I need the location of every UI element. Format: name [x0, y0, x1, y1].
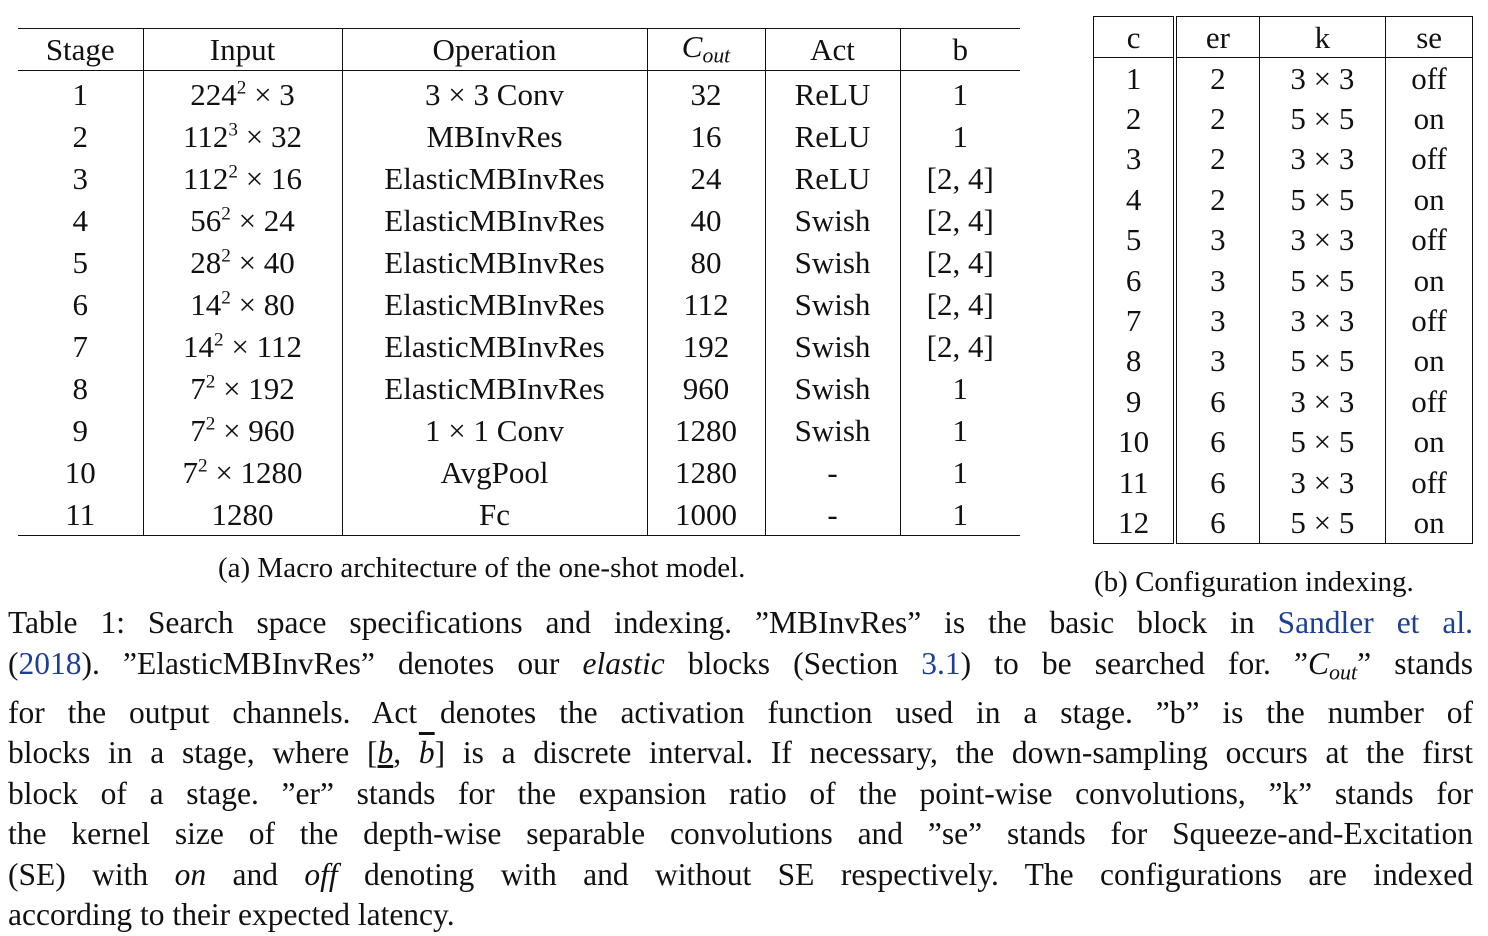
header-input: Input: [143, 29, 342, 71]
se-cell: on: [1386, 260, 1473, 300]
act-cell: ReLU: [765, 157, 900, 199]
config-index-cell: 1: [1125, 60, 1142, 96]
stage-cell: 9: [72, 412, 88, 448]
cout-cell: 24: [647, 157, 765, 199]
input-cell: 1280: [143, 493, 342, 536]
expansion-ratio-cell: 3: [1175, 300, 1259, 340]
kernel-size-cell: 3 × 3: [1259, 220, 1386, 260]
expansion-ratio-cell: 3: [1175, 220, 1259, 260]
se-cell: on: [1386, 502, 1473, 543]
stage-cell: 4: [72, 202, 88, 238]
section-link[interactable]: 3.1: [921, 645, 961, 681]
act-cell: ReLU: [765, 71, 900, 116]
stage-cell: 6: [72, 286, 88, 322]
caption-line-4: blocks in a stage, where [b, $\overline{b}$] is a discrete interval. If necessary, the down-sampling occurs at the first: [8, 735, 1474, 770]
operation-cell: Fc: [342, 493, 647, 536]
operation-cell: 3 × 3 Conv: [342, 71, 647, 116]
se-cell: off: [1386, 300, 1473, 340]
input-cell: $28^2 \times 40$: [143, 241, 342, 283]
table-row: [1094, 462, 1473, 502]
config-index-cell: 4: [1125, 181, 1142, 217]
config-index-cell: 11: [1118, 464, 1149, 500]
table-row: [18, 241, 1020, 283]
stage-cell: 10: [64, 454, 96, 490]
caption-line-2: (2018). ”ElasticMBInvRes” denotes our elastic blocks (Section 3.1) to be searched for. $”C_{out}$” stands: [8, 645, 1474, 684]
expansion-ratio-cell: 3: [1175, 341, 1259, 381]
operation-cell: ElasticMBInvRes: [342, 199, 647, 241]
act-cell: Swish: [765, 409, 900, 451]
act-cell: ReLU: [765, 115, 900, 157]
se-cell: on: [1386, 341, 1473, 381]
input-cell: $7^2 \times 192$: [143, 367, 342, 409]
operation-cell: ElasticMBInvRes: [342, 241, 647, 283]
se-cell: off: [1386, 58, 1473, 99]
b-cell: [2, 4]: [900, 241, 1020, 283]
table-row: [1094, 58, 1473, 99]
kernel-size-cell: 5 × 5: [1259, 98, 1386, 138]
configuration-index-table: [1093, 16, 1473, 544]
cout-cell: 32: [647, 71, 765, 116]
table-row: [1094, 341, 1473, 381]
b-cell: [2, 4]: [900, 325, 1020, 367]
table-row: [18, 199, 1020, 241]
cout-cell: 1000: [647, 493, 765, 536]
caption-line-7: (SE) with on and off denoting with and without SE respectively. The configurations are indexed: [8, 856, 1474, 892]
table-row: [1094, 179, 1473, 219]
header-act: Act: [765, 29, 900, 71]
kernel-size-cell: 5 × 5: [1259, 502, 1386, 543]
table-row: [1094, 422, 1473, 462]
header-operation: Operation: [342, 29, 647, 71]
se-cell: off: [1386, 139, 1473, 179]
table-caption: [8, 603, 1473, 936]
config-index-cell: 8: [1125, 343, 1142, 379]
table-a-caption: (a) Macro architecture of the one-shot model.: [218, 552, 746, 584]
macro-architecture-table: [18, 28, 1020, 536]
expansion-ratio-cell: 6: [1175, 381, 1259, 421]
b-cell: 1: [900, 451, 1020, 493]
b-cell: 1: [900, 367, 1020, 409]
table-row: [1094, 502, 1473, 543]
kernel-size-cell: 3 × 3: [1259, 381, 1386, 421]
operation-cell: ElasticMBInvRes: [342, 157, 647, 199]
config-index-cell: 9: [1125, 383, 1142, 419]
cout-cell: 1280: [647, 451, 765, 493]
config-index-cell: 7: [1125, 303, 1142, 339]
operation-cell: ElasticMBInvRes: [342, 283, 647, 325]
expansion-ratio-cell: 2: [1175, 98, 1259, 138]
expansion-ratio-cell: 2: [1175, 58, 1259, 99]
table-row: [1094, 300, 1473, 340]
operation-cell: ElasticMBInvRes: [342, 325, 647, 367]
table-row: [18, 115, 1020, 157]
kernel-size-cell: 3 × 3: [1259, 462, 1386, 502]
expansion-ratio-cell: 6: [1175, 422, 1259, 462]
kernel-size-cell: 3 × 3: [1259, 139, 1386, 179]
operation-cell: 1 × 1 Conv: [342, 409, 647, 451]
kernel-size-cell: 5 × 5: [1259, 260, 1386, 300]
expansion-ratio-cell: 3: [1175, 260, 1259, 300]
table-row: [1094, 260, 1473, 300]
header-b: b: [900, 29, 1020, 71]
table-row: [18, 157, 1020, 199]
table-header-row: [18, 29, 1020, 71]
b-cell: 1: [900, 71, 1020, 116]
se-cell: on: [1386, 98, 1473, 138]
table-row: [18, 71, 1020, 116]
table-row: [18, 451, 1020, 493]
input-cell: $7^2 \times 1280$: [143, 451, 342, 493]
table-header-row: [1094, 17, 1473, 58]
input-cell: $224^2 \times 3$: [143, 71, 342, 116]
stage-cell: 3: [72, 160, 88, 196]
header-cout: $C_{out}$: [647, 29, 765, 71]
stage-cell: 5: [72, 244, 88, 280]
input-cell: $7^2 \times 960$: [143, 409, 342, 451]
operation-cell: ElasticMBInvRes: [342, 367, 647, 409]
operation-cell: MBInvRes: [342, 115, 647, 157]
header-se: se: [1386, 17, 1473, 58]
act-cell: Swish: [765, 199, 900, 241]
act-cell: -: [765, 493, 900, 536]
header-stage: Stage: [18, 29, 143, 71]
config-index-cell: 12: [1118, 504, 1150, 540]
kernel-size-cell: 3 × 3: [1259, 58, 1386, 99]
cout-cell: 112: [647, 283, 765, 325]
stage-cell: 1: [72, 76, 88, 112]
table-row: [1094, 220, 1473, 260]
act-cell: Swish: [765, 325, 900, 367]
kernel-size-cell: 5 × 5: [1259, 341, 1386, 381]
se-cell: off: [1386, 462, 1473, 502]
table-row: [18, 325, 1020, 367]
caption-line-3: for the output channels. Act denotes the activation function used in a stage. ”b” is the number of: [8, 694, 1473, 730]
input-cell: $56^2 \times 24$: [143, 199, 342, 241]
operation-cell: AvgPool: [342, 451, 647, 493]
table-row: [18, 283, 1020, 325]
kernel-size-cell: 5 × 5: [1259, 179, 1386, 219]
table-row: [1094, 381, 1473, 421]
cout-cell: 192: [647, 325, 765, 367]
b-cell: 1: [900, 409, 1020, 451]
cout-cell: 80: [647, 241, 765, 283]
table-row: [18, 409, 1020, 451]
b-cell: 1: [900, 493, 1020, 536]
cout-cell: 40: [647, 199, 765, 241]
stage-cell: 11: [65, 496, 96, 532]
header-c: c: [1094, 17, 1176, 58]
se-cell: off: [1386, 381, 1473, 421]
table-row: [18, 493, 1020, 536]
expansion-ratio-cell: 6: [1175, 502, 1259, 543]
input-cell: $112^3 \times 32$: [143, 115, 342, 157]
cout-cell: 1280: [647, 409, 765, 451]
header-k: k: [1259, 17, 1386, 58]
se-cell: on: [1386, 422, 1473, 462]
input-cell: $14^2 \times 80$: [143, 283, 342, 325]
b-cell: 1: [900, 115, 1020, 157]
caption-line-6: the kernel size of the depth-wise separable convolutions and ”se” stands for Squeeze-and-Excitation: [8, 816, 1473, 851]
stage-cell: 7: [72, 328, 88, 364]
citation-link[interactable]: Sandler et al.: [1277, 605, 1473, 640]
citation-year-link[interactable]: 2018: [18, 645, 82, 681]
kernel-size-cell: 5 × 5: [1259, 422, 1386, 462]
cout-cell: 16: [647, 115, 765, 157]
act-cell: Swish: [765, 367, 900, 409]
kernel-size-cell: 3 × 3: [1259, 300, 1386, 340]
expansion-ratio-cell: 6: [1175, 462, 1259, 502]
caption-line-1: Table 1: Search space specifications and indexing. ”MBInvRes” is the basic block in Sandler et al.: [8, 605, 1473, 640]
header-er: er: [1175, 17, 1259, 58]
b-cell: [2, 4]: [900, 157, 1020, 199]
table-b-caption: (b) Configuration indexing.: [1094, 566, 1414, 598]
config-index-cell: 3: [1125, 141, 1142, 177]
act-cell: -: [765, 451, 900, 493]
b-cell: [2, 4]: [900, 199, 1020, 241]
config-index-cell: 10: [1118, 424, 1150, 460]
config-index-cell: 5: [1125, 222, 1142, 258]
table-row: [1094, 98, 1473, 138]
config-index-cell: 2: [1125, 101, 1142, 137]
table-row: [1094, 139, 1473, 179]
caption-line-5: block of a stage. ”er” stands for the expansion ratio of the point-wise convolutions, ”k” stands for: [8, 775, 1473, 811]
table-row: [18, 367, 1020, 409]
expansion-ratio-cell: 2: [1175, 139, 1259, 179]
input-cell: $112^2 \times 16$: [143, 157, 342, 199]
input-cell: $14^2 \times 112$: [143, 325, 342, 367]
config-index-cell: 6: [1125, 262, 1142, 298]
stage-cell: 8: [72, 370, 88, 406]
act-cell: Swish: [765, 283, 900, 325]
cout-cell: 960: [647, 367, 765, 409]
se-cell: on: [1386, 179, 1473, 219]
act-cell: Swish: [765, 241, 900, 283]
stage-cell: 2: [72, 118, 88, 154]
expansion-ratio-cell: 2: [1175, 179, 1259, 219]
caption-line-8: according to their expected latency.: [8, 897, 455, 932]
se-cell: off: [1386, 220, 1473, 260]
b-cell: [2, 4]: [900, 283, 1020, 325]
